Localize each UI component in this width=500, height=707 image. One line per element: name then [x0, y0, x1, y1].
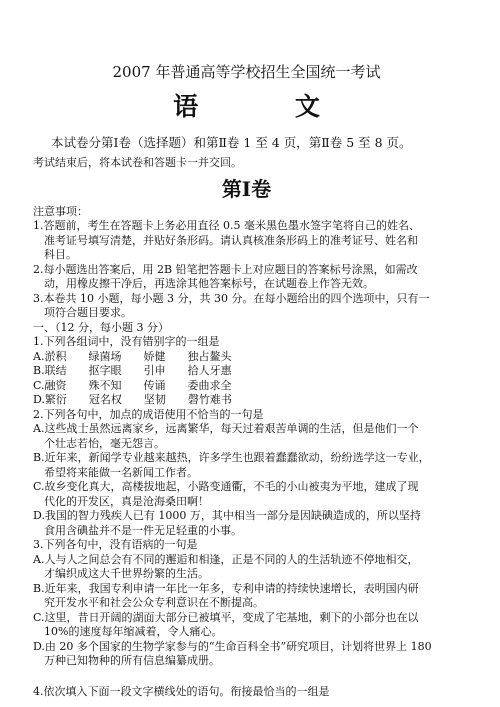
note-1-line-2: 准考证号填写清楚，并贴好条形码。请认真核准条形码上的准考证号、姓名和	[44, 233, 418, 247]
question-3	[33, 538, 460, 669]
intro-line-2: 考试结束后，将本试卷和答题卡一并交回。	[33, 156, 242, 169]
question-3-option-b-cont: 究开发水平和社会公众专利意识在不断提高。	[44, 596, 264, 609]
exam-title: 2007 年普通高等学校招生全国统一考试	[112, 63, 381, 81]
question-2-option-a-cont: 个壮志若怡，毫无怨言。	[44, 436, 165, 450]
question-2-option-b-cont: 希望将来能做一名新闻工作者。	[44, 465, 198, 479]
question-3-option-c-cont: 10%的速度每年缩减着，令人痛心。	[44, 625, 223, 638]
question-1-stem: 1.下列各组词中，没有错别字的一组是	[33, 335, 220, 348]
question-2-option-d-cont: 食用含碘盐并不是一件无足轻重的小事。	[44, 523, 242, 537]
question-1-option-c: C.融资 殊不知 传诵 委曲求全	[33, 378, 232, 392]
question-1-option-b: B.联结 抠字眼 引申 拾人牙惠	[33, 364, 232, 377]
question-3-option-b: B.近年来，我国专利申请一年比一年多，专利申请的持续快速增长，表明国内研	[33, 581, 419, 595]
question-4-stem: 4.依次填入下面一段文字横线处的语句。衔接最恰当的一组是	[33, 684, 330, 698]
question-3-option-d-cont: 万种已知物种的所有信息编纂成册。	[44, 654, 220, 667]
question-3-option-d: D.由 20 多个国家的生物学家参与的“生命百科全书”研究项目，计划将世界上 180	[33, 639, 432, 653]
note-3-line-1: 3.本卷共 10 小题，每小题 3 分，共 30 分。在每小题给出的四个选项中，只有一	[33, 291, 430, 305]
subject-title: 语 文	[173, 92, 364, 121]
question-2-option-c: C.故乡变化真大，高楼拔地起，小路变通衢，不毛的小山被夷为平地，建成了现	[33, 480, 419, 493]
question-2-option-c-cont: 代化的开发区，真是沧海桑田啊！	[44, 494, 209, 508]
question-1	[33, 335, 460, 408]
notes-heading: 注意事项：	[33, 204, 88, 218]
notes-section	[33, 205, 460, 321]
question-3-option-a: A.人与人之间总会有不同的邂逅和相逢，正是不同的人的生活轨迹不停地相交，	[33, 552, 419, 566]
intro-line-1: 本试卷分第Ⅰ卷（选择题）和第Ⅱ卷 1 至 4 页，第Ⅱ卷 5 至 8 页。	[51, 135, 412, 150]
question-3-option-c: C.这里，昔日开阔的湖面大部分已被填平，变成了宅基地，剩下的小部分也在以	[33, 610, 419, 624]
question-3-option-a-cont: 才编织成这大千世界纷繁的生活。	[44, 567, 209, 580]
question-2-option-b: B.近年来，新闻学专业越来越热，许多学生也跟着蠢蠢欲动，纷纷选学这一专业，	[33, 451, 430, 464]
question-3-stem: 3.下列各句中，没有语病的一句是	[33, 538, 198, 551]
question-2-option-a: A.这些战士虽然远离家乡，远离繁华，每天过着艰苦单调的生活，但是他们一个	[33, 422, 419, 435]
question-2-stem: 2.下列各句中，加点的成语使用不恰当的一句是	[33, 407, 264, 421]
question-2-option-d: D.我国的智力残疾人已有 1000 万，其中相当一部分是因缺碘造成的，所以坚持	[33, 509, 421, 522]
section-1-heading: 一、（12 分，每小题 3 分）	[33, 320, 169, 334]
note-2-line-1: 2.每小题选出答案后，用 2B 铅笔把答题卡上对应题目的答案标号涂黑，如需改	[33, 262, 418, 276]
note-2-line-2: 动，用橡皮擦干净后，再选涂其他答案标号，在试题卷上作答无效。	[44, 277, 374, 290]
note-1-line-1: 1.答题前，考生在答题卡上务必用直径 0.5 毫米黑色墨水签字笔将自己的姓名、	[33, 219, 420, 232]
question-4	[33, 685, 460, 700]
question-2	[33, 408, 460, 539]
volume-title: 第Ⅰ卷	[221, 176, 272, 201]
note-3-line-2: 项符合题目要求。	[44, 306, 132, 319]
question-1-option-d: D.繁衍 冠名权 坚韧 磬竹难书	[33, 393, 232, 406]
question-1-option-a: A.淤积 绿菌场 娇健 独占鳌头	[33, 349, 232, 363]
note-1-line-3: 科目。	[44, 248, 77, 261]
